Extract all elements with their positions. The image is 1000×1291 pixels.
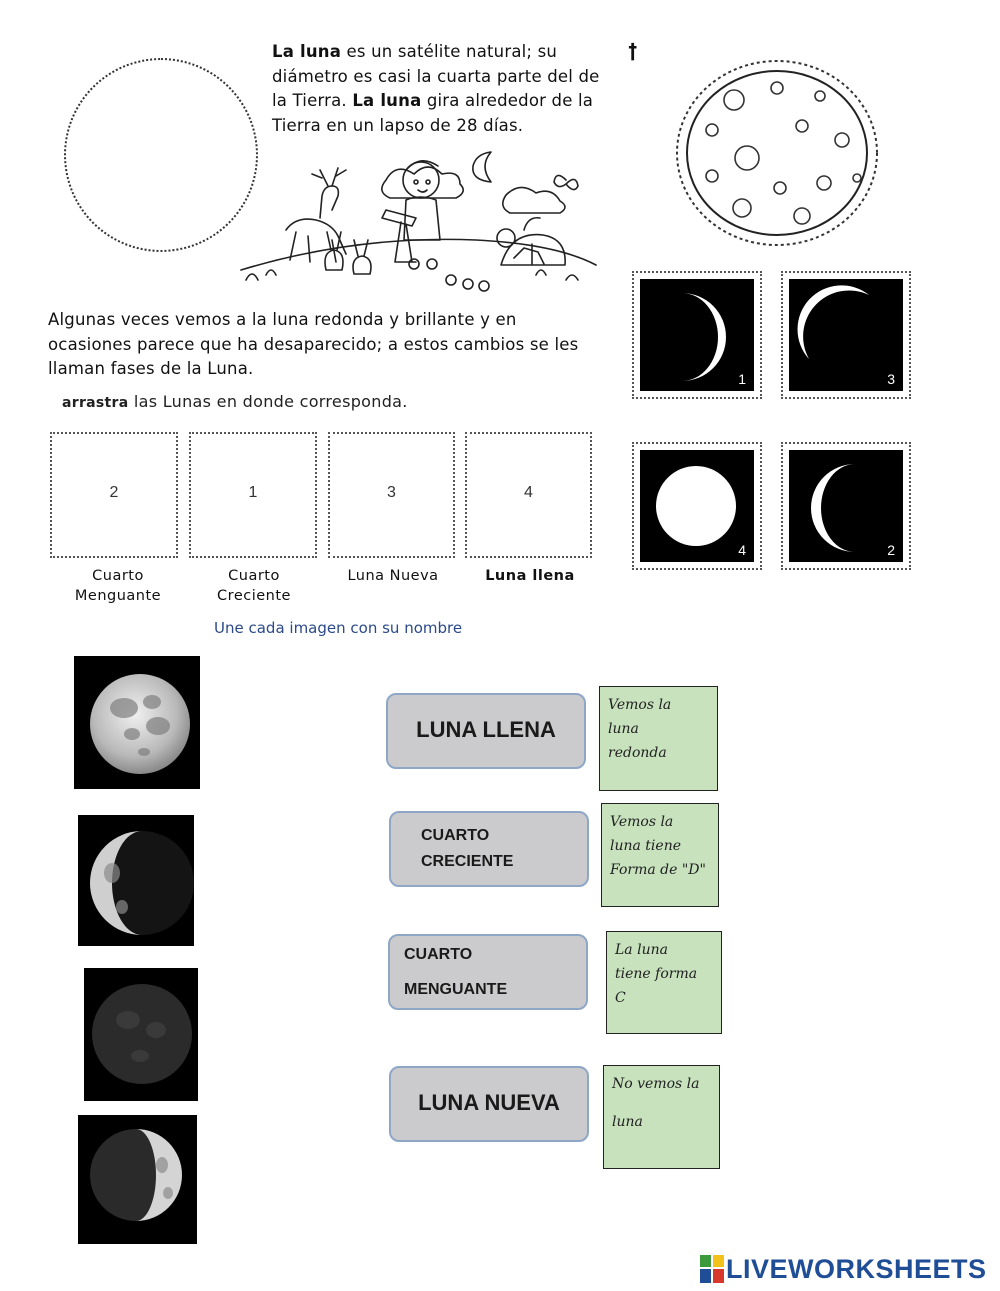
drop-box-number: 1	[248, 484, 258, 501]
name-box-luna-llena[interactable]	[386, 693, 586, 769]
full-moon-photo	[74, 656, 200, 789]
note-line2: luna tiene	[610, 838, 681, 854]
intro-bold-2: La luna	[352, 91, 422, 110]
crescent-moon-photo	[78, 1115, 197, 1244]
note-line2: luna	[608, 721, 639, 737]
moon-craters-drawing	[672, 58, 882, 248]
intro-paragraph	[272, 40, 602, 138]
moon-tile-4[interactable]	[632, 442, 762, 570]
note-forma-d[interactable]	[601, 803, 719, 907]
tile-number: 2	[887, 542, 895, 558]
instruction-line	[62, 392, 408, 411]
note-no-vemos[interactable]	[603, 1065, 720, 1169]
moon-tile-1[interactable]	[632, 271, 762, 399]
name-box-luna-nueva[interactable]	[389, 1066, 589, 1142]
new-moon-photo	[84, 968, 198, 1101]
name-box-cuarto-creciente[interactable]	[389, 811, 589, 887]
phase-label-line1: Cuarto	[92, 568, 144, 584]
name-box-line1: CUARTO	[404, 946, 473, 963]
note-line3: redonda	[608, 745, 667, 761]
phases-paragraph: Algunas veces vemos a la luna redonda y brillante y en ocasiones parece que ha desaparecido; a estos cambios se les llaman fases de la Luna.	[48, 310, 579, 378]
moon-tile-bg	[640, 450, 754, 562]
moon-tile-3[interactable]	[781, 271, 911, 399]
intro-bold-1: La luna	[272, 42, 342, 61]
note-line1: Vemos la	[610, 814, 674, 830]
phase-label-line2: Creciente	[217, 588, 291, 604]
drop-box-luna-nueva[interactable]	[328, 432, 455, 558]
note-line1: No vemos la	[612, 1076, 700, 1092]
phase-label-cuarto-menguante	[50, 566, 186, 606]
tile-number: 4	[738, 542, 746, 558]
phase-label-line1: Luna llena	[485, 568, 575, 584]
instruction-text: las Lunas en donde corresponda.	[128, 392, 408, 411]
drop-box-cuarto-menguante[interactable]	[50, 432, 178, 558]
matching-prompt: Une cada imagen con su nombre	[214, 619, 463, 637]
name-box-line1: CUARTO	[421, 827, 490, 844]
drop-box-luna-llena[interactable]	[465, 432, 592, 558]
note-line3: Forma de "D"	[610, 862, 706, 878]
moon-tile-bg	[789, 279, 903, 391]
note-line1: La luna	[615, 942, 668, 958]
name-box-line2: CRECIENTE	[421, 853, 514, 870]
name-box-line2: MENGUANTE	[404, 981, 508, 998]
phase-label-luna-llena	[462, 566, 598, 586]
name-box-line1: LUNA LLENA	[416, 717, 556, 742]
phase-label-line2: Menguante	[74, 588, 162, 604]
moon-tile-bg	[640, 279, 754, 391]
intro-text-2: gira alrededor de la Tierra en un lapso de 28 días.	[272, 91, 594, 135]
kids-night-illustration	[236, 140, 600, 300]
phase-label-line1: Cuarto	[228, 568, 280, 584]
note-line2: luna	[612, 1114, 643, 1130]
new-moon-photo-icon	[84, 968, 198, 1101]
waning-moon-photo-icon	[78, 815, 194, 946]
note-luna-redonda[interactable]	[599, 686, 718, 791]
phase-label-luna-nueva	[325, 566, 461, 586]
drop-box-number: 4	[524, 484, 533, 501]
tile-number: 1	[738, 371, 746, 387]
drawing-circle[interactable]	[64, 58, 258, 252]
liveworksheets-logo	[700, 1254, 987, 1284]
crescent-moon-photo-icon	[78, 1115, 197, 1244]
drop-box-number: 2	[109, 484, 119, 501]
corner-mark: ꝉ	[628, 40, 638, 65]
liveworksheets-logo-text: LIVEWORKSHEETS	[726, 1253, 987, 1284]
note-line2: tiene forma	[615, 966, 698, 982]
name-box-cuarto-menguante[interactable]	[388, 934, 588, 1010]
full-moon-photo-icon	[74, 656, 200, 789]
phase-label-line1: Luna Nueva	[347, 568, 439, 584]
instruction-bold: arrastra	[62, 395, 129, 411]
liveworksheets-logo-icon	[700, 1255, 724, 1283]
name-box-line1: LUNA NUEVA	[418, 1090, 560, 1115]
note-line1: Vemos la	[608, 697, 672, 713]
note-line3: C	[615, 990, 626, 1006]
note-forma-c[interactable]	[606, 931, 722, 1034]
moon-tile-2[interactable]	[781, 442, 911, 570]
intro-text-1: es un satélite natural; su diámetro es casi la cuarta parte del de la Tierra.	[272, 42, 600, 110]
phase-label-cuarto-creciente	[186, 566, 322, 606]
moon-tile-bg	[789, 450, 903, 562]
drop-box-number: 3	[387, 484, 396, 501]
tile-number: 3	[887, 371, 895, 387]
waning-moon-photo	[78, 815, 194, 946]
drop-box-cuarto-creciente[interactable]	[189, 432, 317, 558]
